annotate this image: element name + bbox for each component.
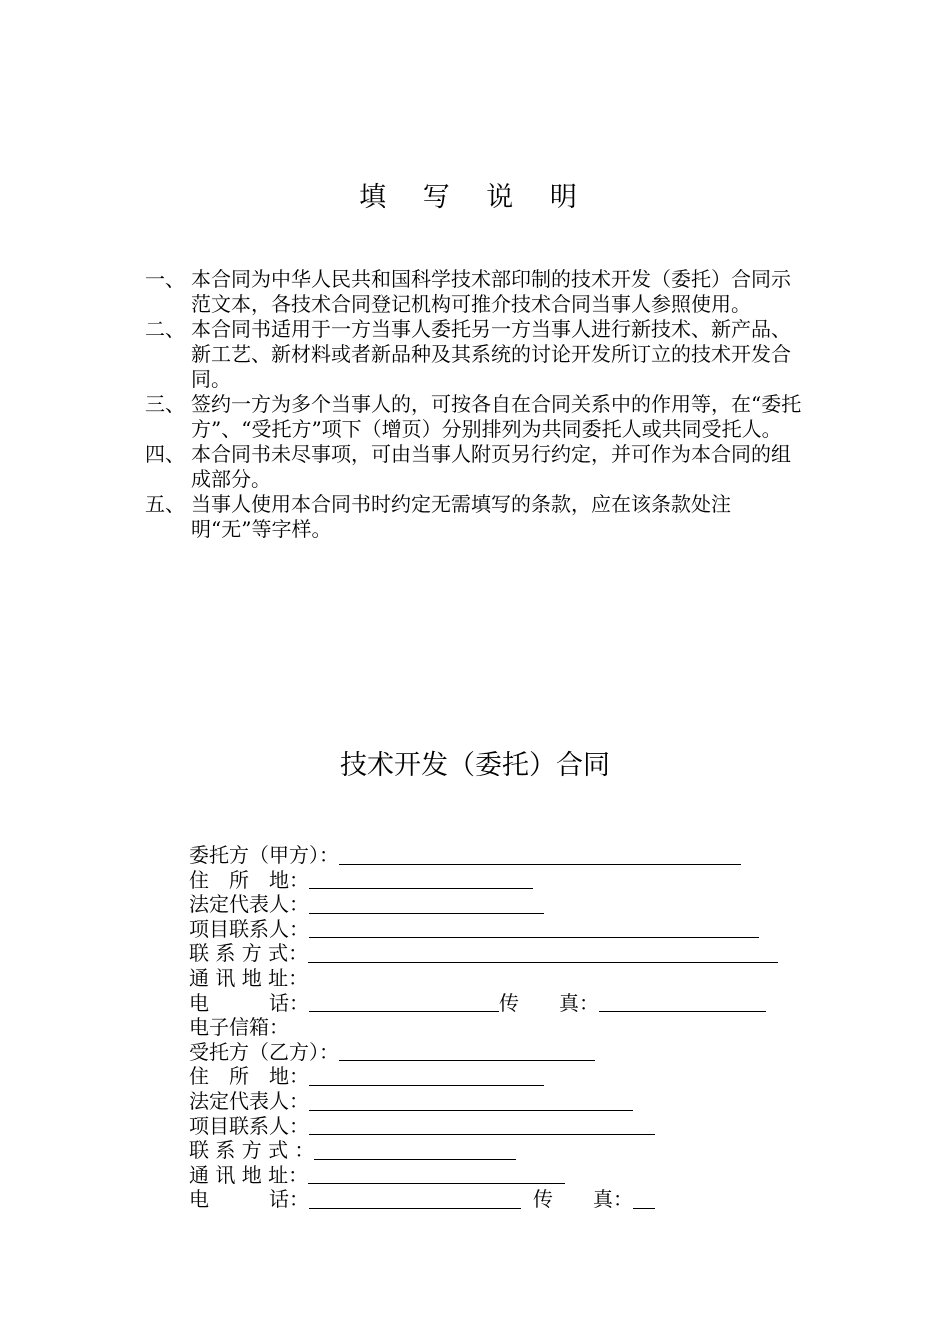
party-a-legal-rep-row <box>189 892 809 917</box>
party-b-contact-method-field[interactable] <box>314 1139 516 1160</box>
party-a-fax-field[interactable] <box>599 991 766 1012</box>
list-item <box>145 392 810 442</box>
party-b-contact-method-row <box>189 1138 809 1163</box>
party-b-address-label: 住 所 地： <box>189 1064 309 1089</box>
item-number: 三、 <box>145 392 185 416</box>
party-a-label: 委托方（甲方）： <box>189 843 339 867</box>
party-a-contact-method-label: 联 系 方 式： <box>189 941 309 966</box>
list-item <box>145 442 810 492</box>
item-text: 本合同书未尽事项，可由当事人附页另行约定，并可作为本合同的组成部分。 <box>191 442 791 491</box>
item-number: 五、 <box>145 492 185 516</box>
party-b-phone-label: 电 话： <box>189 1187 309 1212</box>
party-b-mail-address-row <box>189 1163 809 1188</box>
party-b-fax-field[interactable] <box>633 1188 655 1209</box>
party-b-contact-label: 项目联系人： <box>189 1113 309 1138</box>
party-b-contact-row <box>189 1114 809 1139</box>
party-a-legal-rep-label: 法定代表人： <box>189 892 309 917</box>
party-b-legal-rep-row <box>189 1089 809 1114</box>
party-b-name-field[interactable] <box>339 1040 595 1061</box>
item-text: 签约一方为多个当事人的，可按各自在合同关系中的作用等，在“委托方”、“受托方”项下（增页）分别排列为共同委托人或共同受托人。 <box>191 392 802 441</box>
party-a-name-field[interactable] <box>339 844 741 865</box>
item-number: 四、 <box>145 442 185 466</box>
party-b-mail-address-field[interactable] <box>308 1163 565 1184</box>
party-a-address-row <box>189 868 809 893</box>
item-number: 一、 <box>145 267 185 291</box>
party-b-legal-rep-field[interactable] <box>309 1090 633 1111</box>
contract-title: 技术开发（委托）合同 <box>340 750 610 781</box>
party-b-address-row <box>189 1064 809 1089</box>
party-b-label: 受托方（乙方）： <box>189 1039 339 1064</box>
party-b-contact-field[interactable] <box>309 1114 655 1135</box>
party-a-contact-label: 项目联系人： <box>189 916 309 941</box>
list-item <box>145 267 810 317</box>
party-b-mail-address-label: 通 讯 地 址： <box>189 1162 309 1187</box>
contract-parties-form <box>189 843 809 1212</box>
party-b-phone-field[interactable] <box>309 1188 521 1209</box>
party-b-phone-row <box>189 1187 809 1212</box>
party-a-phone-label: 电 话： <box>189 990 309 1015</box>
party-a-contact-method-row <box>189 941 809 966</box>
party-b-contact-method-label: 联 系 方 式 ： <box>189 1138 315 1163</box>
party-b-name-row <box>189 1040 809 1065</box>
item-text: 本合同为中华人民共和国科学技术部印制的技术开发（委托）合同示范文本，各技术合同登记机构可推介技术合同当事人参照使用。 <box>191 267 791 316</box>
item-text: 当事人使用本合同书时约定无需填写的条款，应在该条款处注明“无”等字样。 <box>191 492 731 541</box>
list-item <box>145 317 810 392</box>
party-a-contact-method-field[interactable] <box>308 942 778 963</box>
party-b-fax-label: 传 真： <box>533 1187 633 1212</box>
instructions-title: 填 写 说 明 <box>359 182 591 213</box>
party-a-mail-address-label: 通 讯 地 址： <box>189 965 309 990</box>
party-a-contact-field[interactable] <box>309 917 759 938</box>
party-a-name-row <box>189 843 809 868</box>
instructions-list <box>145 267 810 542</box>
party-b-legal-rep-label: 法定代表人： <box>189 1088 309 1113</box>
item-text: 本合同书适用于一方当事人委托另一方当事人进行新技术、新产品、新工艺、新材料或者新品种及其系统的讨论开发所订立的技术开发合同。 <box>191 317 791 391</box>
party-a-phone-field[interactable] <box>309 991 499 1012</box>
party-a-email-row <box>189 1015 809 1040</box>
party-a-fax-label: 传 真： <box>499 990 599 1015</box>
party-a-address-field[interactable] <box>309 868 533 889</box>
party-a-email-label: 电子信箱： <box>189 1015 289 1040</box>
list-item <box>145 492 810 542</box>
party-a-contact-row <box>189 917 809 942</box>
item-number: 二、 <box>145 317 185 341</box>
party-b-address-field[interactable] <box>309 1065 544 1086</box>
party-a-phone-row <box>189 991 809 1016</box>
party-a-mail-address-row <box>189 966 809 991</box>
party-a-legal-rep-field[interactable] <box>309 893 544 914</box>
party-a-address-label: 住 所 地： <box>189 867 309 892</box>
